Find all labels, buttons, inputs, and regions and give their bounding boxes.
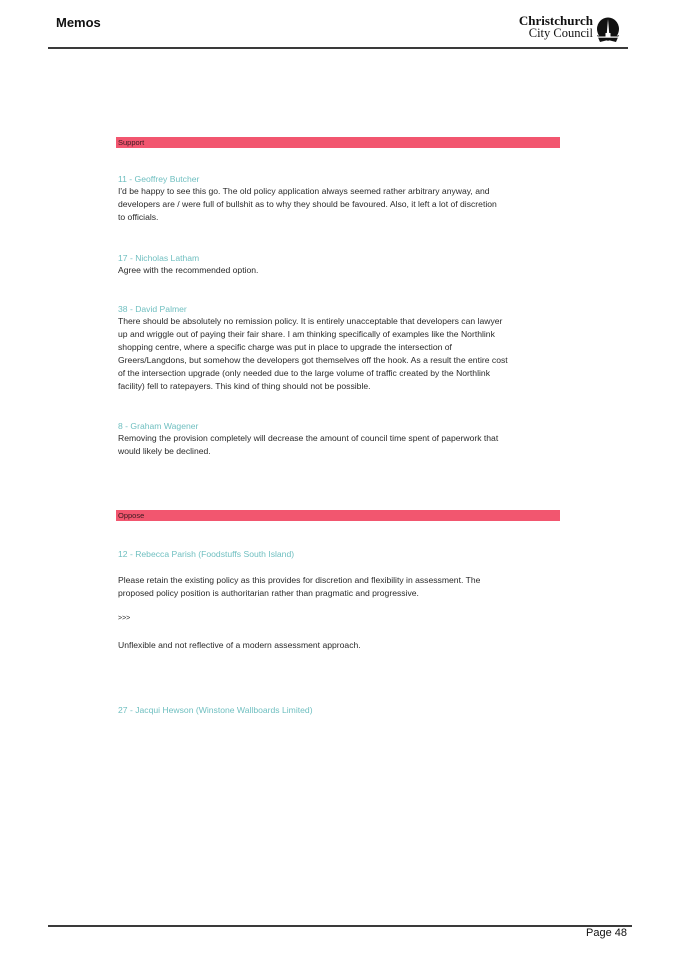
text-line: Please retain the existing policy as this provides for discretion and flexibility in assessment. The: [118, 575, 481, 585]
logo-line-1: Christchurch: [518, 13, 593, 28]
submission-text: [118, 264, 564, 277]
text-line: developers are / were full of bullshit as to why they should be favoured. Also, it left a lot of discretion: [118, 199, 497, 209]
text-line: facility) fell to ratepayers. This kind of thing should not be possible.: [118, 381, 371, 391]
submitter-name: 12 - Rebecca Parish (Foodstuffs South Island): [118, 549, 295, 559]
text-line: I'd be happy to see this go. The old policy application always seemed rather arbitrary anyway, and: [118, 186, 490, 196]
page-header-title: Memos: [56, 15, 101, 30]
submission-text: [118, 185, 564, 224]
text-line: up and wriggle out of paying their fair share. I am thinking specifically of examples like the Northlink: [118, 329, 495, 339]
text-line: would likely be declined.: [118, 446, 211, 456]
text-line: to officials.: [118, 212, 159, 222]
text-line: There should be absolutely no remission policy. It is entirely unacceptable that developers can lawyer: [118, 316, 503, 326]
logo-text: [519, 15, 593, 39]
section-bar-oppose: Oppose: [116, 510, 560, 521]
submission-text: [118, 432, 564, 458]
council-logo: [508, 15, 623, 45]
text-line: Removing the provision completely will decrease the amount of council time spent of paperwork that: [118, 433, 499, 443]
submission-separator: >>>: [118, 615, 131, 622]
submission-text: [118, 574, 564, 600]
header-rule: [48, 47, 628, 49]
cathedral-logo-icon: [596, 17, 620, 43]
section-bar-support: Support: [116, 137, 560, 148]
submitter-name: 17 - Nicholas Latham: [118, 253, 200, 263]
text-line: shopping centre, where a specific charge was put in place to upgrade the intersection of: [118, 342, 452, 352]
submitter-name: 38 - David Palmer: [118, 304, 187, 314]
submitter-name: 27 - Jacqui Hewson (Winstone Wallboards Limited): [118, 705, 313, 715]
page-number: Page 48: [586, 927, 627, 939]
text-line: Greers/Langdons, but somehow the developers got themselves off the hook. As a result the entire cost: [118, 355, 508, 365]
submission-text: [118, 315, 564, 393]
submitter-name: 11 - Geoffrey Butcher: [118, 174, 200, 184]
text-line: Agree with the recommended option.: [118, 265, 259, 275]
text-line: proposed policy position is authoritarian rather than pragmatic and progressive.: [118, 588, 419, 598]
logo-line-2: City Council: [528, 26, 593, 40]
footer-rule: [48, 925, 632, 927]
submission-text: Unflexible and not reflective of a modern assessment approach.: [118, 640, 361, 650]
text-line: of the intersection upgrade (only needed due to the large volume of traffic created by the Northlink: [118, 368, 490, 378]
submitter-name: 8 - Graham Wagener: [118, 421, 199, 431]
